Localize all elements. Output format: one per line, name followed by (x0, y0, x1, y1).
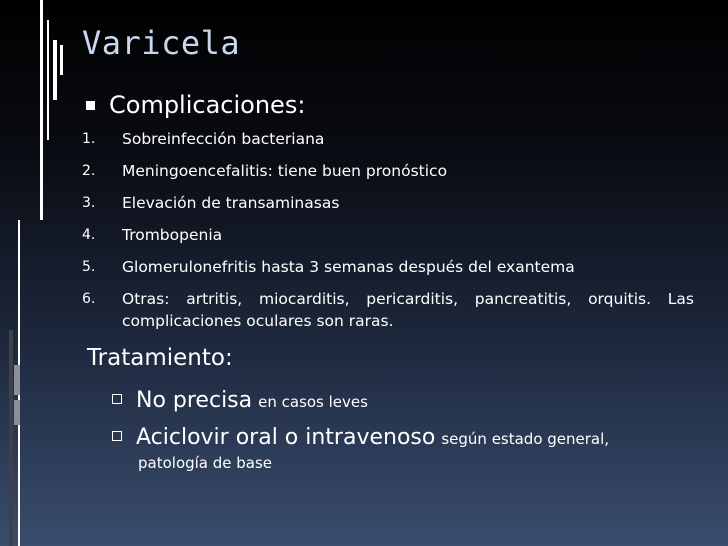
item-text: Otras: artritis, miocarditis, pericarditis, pancreatitis, orquitis. Las complicaciones oculares son raras. (122, 290, 694, 330)
decor-bar (14, 365, 20, 395)
list-item (82, 192, 694, 214)
treatment-item (112, 425, 672, 472)
complications-heading (86, 91, 305, 119)
item-number: 5. (82, 259, 96, 275)
square-bullet-icon (86, 101, 95, 110)
decor-bar (40, 0, 43, 220)
treatment-note-continued: patología de base (138, 454, 273, 472)
square-outline-bullet-icon (112, 394, 122, 404)
complications-heading-text: Complicaciones: (109, 91, 306, 119)
decor-bar (14, 400, 20, 425)
list-item (82, 128, 694, 150)
item-number: 4. (82, 227, 96, 243)
treatment-heading: Tratamiento: (87, 345, 233, 371)
decor-bar (9, 330, 13, 546)
decor-bar (60, 45, 63, 75)
treatment-note: según estado general, (441, 430, 610, 448)
item-text: Sobreinfección bacteriana (122, 130, 325, 148)
list-item (82, 288, 694, 332)
treatment-note: en casos leves (258, 393, 368, 411)
item-number: 6. (82, 291, 96, 307)
decor-bar (53, 40, 57, 100)
item-number: 2. (82, 163, 96, 179)
treatment-main: No precisa (136, 388, 253, 413)
item-number: 1. (82, 131, 96, 147)
list-item (82, 224, 694, 246)
item-text: Meningoencefalitis: tiene buen pronóstico (122, 162, 448, 180)
item-text: Trombopenia (122, 226, 223, 244)
item-text: Elevación de transaminasas (122, 194, 340, 212)
treatment-main: Aciclovir oral o intravenoso (136, 425, 436, 450)
treatment-item (112, 388, 368, 413)
decor-bar (47, 20, 49, 140)
item-text: Glomerulonefritis hasta 3 semanas después del exantema (122, 258, 575, 276)
item-number: 3. (82, 195, 96, 211)
list-item (82, 256, 694, 278)
list-item (82, 160, 694, 182)
complications-list (82, 128, 694, 342)
square-outline-bullet-icon (112, 431, 122, 441)
slide-title: Varicela (82, 24, 241, 62)
